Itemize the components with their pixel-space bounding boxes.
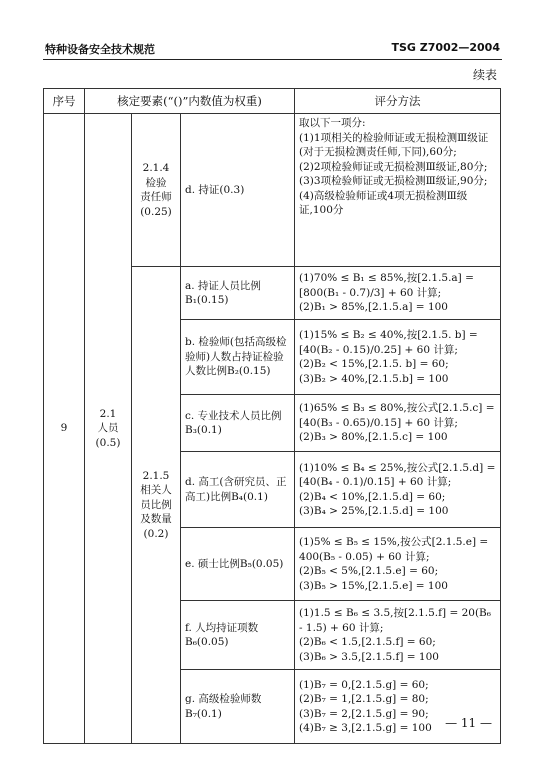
method-cell: (1)15% ≤ B₂ ≤ 40%,按[2.1.5. b] = [40(B₂ - 0.15)/0.25] + 60 计算; (2)B₂ < 15%,[2.1.5. b] = 60; (3)B₂ > 40%,[2.1.5.b] = 100 [295,320,501,395]
seq-cell: 9 [44,114,85,744]
item-cell: c. 专业技术人员比例B₃(0.1) [181,395,295,452]
item-cell: f. 人均持证项数B₆(0.05) [181,601,295,670]
item-cell: d. 持证(0.3) [181,114,295,267]
method-cell: (1)5% ≤ B₅ ≤ 15%,按公式[2.1.5.e] = 400(B₅ - 0.05) + 60 计算; (2)B₅ < 5%,[2.1.5.e] = 60; (3)B₅ > 15%,[2.1.5.e] = 100 [295,528,501,601]
header-method: 评分方法 [295,89,501,114]
method-cell: (1)B₇ = 0,[2.1.5.g] = 60; (2)B₇ = 1,[2.1.5.g] = 80; (3)B₇ = 2,[2.1.5.g] = 90; (4)B₇ ≥ 3,[2.1.5.g] = 100 [295,670,501,744]
group-label: 2.1.4 检验 责任师 (0.25) [132,114,181,267]
item-cell: d. 高工(含研究员、正高工)比例B₄(0.1) [181,452,295,528]
method-cell: 取以下一项分: (1)1项相关的检验师证或无损检测Ⅲ级证(对于无损检测责任师,下同),60分; (2)2项检验师证或无损检测Ⅲ级证,80分; (3)3项检验师证或无损检测Ⅲ级证,90分; (4)高级检验师证或4项无损检测Ⅲ级证,100分 [295,114,501,267]
header-right: TSG Z7002—2004 [391,41,500,54]
header-elements: 核定要素(“()”内数值为权重) [85,89,295,114]
item-cell: g. 高级检验师数B₇(0.1) [181,670,295,744]
page-number: — 11 — [445,716,492,730]
method-cell: (1)1.5 ≤ B₆ ≤ 3.5,按[2.1.5.f] = 20(B₆ - 1.5) + 60 计算; (2)B₆ < 1.5,[2.1.5.f] = 60; (3)B₆ > 3.5,[2.1.5.f] = 100 [295,601,501,670]
header-seq: 序号 [44,89,85,114]
header-rule [43,59,502,60]
method-cell: (1)70% ≤ B₁ ≤ 85%,按[2.1.5.a] = [800(B₁ - 0.7)/3] + 60 计算; (2)B₁ > 85%,[2.1.5.a] = 100 [295,267,501,320]
table-header-row [44,89,501,114]
evaluation-table [43,88,501,744]
group-label: 2.1.5 相关人 员比例 及数量 (0.2) [132,267,181,744]
method-cell: (1)10% ≤ B₄ ≤ 25%,按公式[2.1.5.d] = [40(B₄ - 0.1)/0.15] + 60 计算; (2)B₄ < 10%,[2.1.5.d] = 60; (3)B₄ > 25%,[2.1.5.d] = 100 [295,452,501,528]
item-cell: b. 检验师(包括高级检验师)人数占持证检验人数比例B₂(0.15) [181,320,295,395]
item-cell: e. 硕士比例B₅(0.05) [181,528,295,601]
header-left: 特种设备安全技术规范 [45,43,155,56]
item-cell: a. 持证人员比例B₁(0.15) [181,267,295,320]
method-cell: (1)65% ≤ B₃ ≤ 80%,按公式[2.1.5.c] = [40(B₃ - 0.65)/0.15] + 60 计算; (2)B₃ > 80%,[2.1.5.c] = 100 [295,395,501,452]
table-row [44,114,501,267]
category-cell: 2.1 人员 (0.5) [85,114,132,744]
continued-label: 续表 [472,68,497,82]
